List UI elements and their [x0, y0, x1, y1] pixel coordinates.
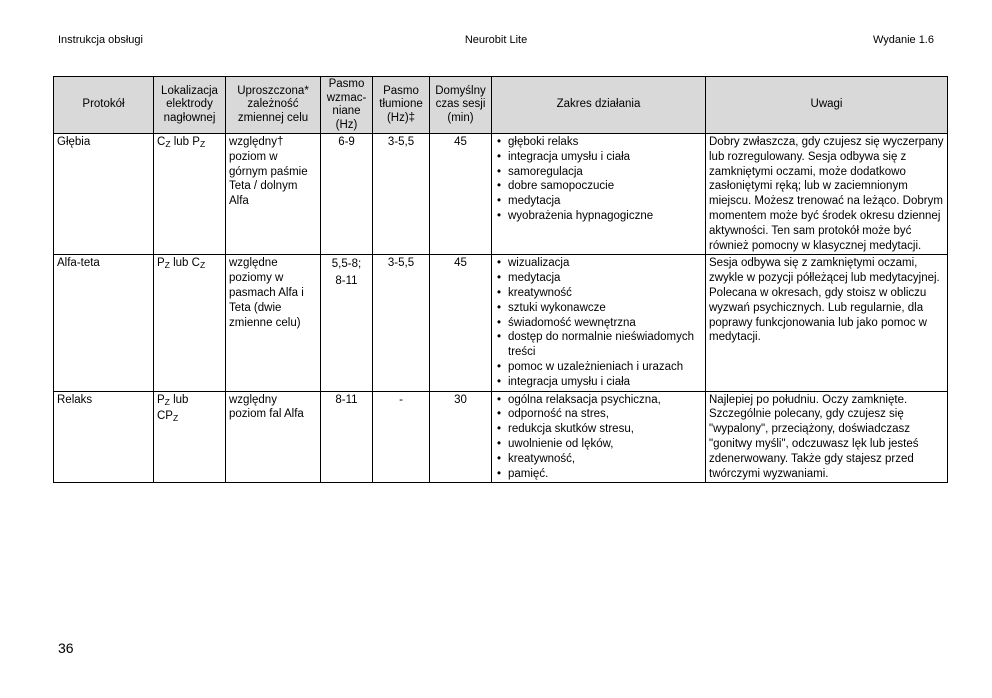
list-item: • dobre samopoczucie	[495, 179, 702, 194]
effects-list	[495, 393, 702, 482]
list-item: • integracja umysłu i ciała	[495, 375, 702, 390]
effects-list	[495, 256, 702, 389]
protocol-notes: Najlepiej po południu. Oczy zamknięte. Szczególnie polecany, gdy czujesz się "wypalony", przeciążony, doświadczasz "gonitwy myśli", odczuwasz lęk lub jesteś zdenerwowany. Także gdy stajesz przed twórczymi wyzwaniami.	[706, 391, 948, 483]
target-dependency: względny poziom fal Alfa	[226, 391, 321, 483]
protocol-name: Relaks	[54, 391, 154, 483]
protocol-name: Głębia	[54, 134, 154, 255]
electrode-location: $C_Z$ lub $P_Z$	[154, 134, 226, 255]
header-product-name: Neurobit Lite	[464, 34, 528, 46]
list-item: • uwolnienie od lęków,	[495, 437, 702, 452]
effects-range	[492, 134, 706, 255]
default-session-time: 45	[430, 134, 492, 255]
list-item: • pamięć.	[495, 467, 702, 482]
col-header-notes: Uwagi	[706, 77, 948, 134]
gain-band: 8-11	[321, 391, 373, 483]
list-item: • pomoc w uzależnieniach i urazach	[495, 360, 702, 375]
effects-range	[492, 255, 706, 391]
default-session-time: 45	[430, 255, 492, 391]
col-header-location: Lokalizacja elektrody nagłownej	[154, 77, 226, 134]
list-item: • integracja umysłu i ciała	[495, 150, 702, 165]
gain-band: 6-9	[321, 134, 373, 255]
list-item: • kreatywność,	[495, 452, 702, 467]
suppressed-band: 3-5,5	[373, 134, 430, 255]
protocol-notes: Sesja odbywa się z zamkniętymi oczami, zwykle w pozycji półleżącej lub medytacyjnej. Polecana w okresach, gdy stoisz w obliczu wyzwań psychicznych. Lub regularnie, dla poprawy funkcjonowania lub jako pomoc w medytacji.	[706, 255, 948, 391]
list-item: • medytacja	[495, 194, 702, 209]
suppressed-band: -	[373, 391, 430, 483]
list-item: • ogólna relaksacja psychiczna,	[495, 393, 702, 408]
list-item: • świadomość wewnętrzna	[495, 316, 702, 331]
table-header-row	[54, 77, 948, 134]
header-doc-title: Instrukcja obsługi	[58, 34, 143, 46]
list-item: • sztuki wykonawcze	[495, 301, 702, 316]
page-number: 36	[58, 640, 74, 656]
list-item: • samoregulacja	[495, 165, 702, 180]
table-row	[54, 391, 948, 483]
list-item: • medytacja	[495, 271, 702, 286]
default-session-time: 30	[430, 391, 492, 483]
list-item: • głęboki relaks	[495, 135, 702, 150]
table-row	[54, 134, 948, 255]
target-dependency: względne poziomy w pasmach Alfa i Teta (dwie zmienne celu)	[226, 255, 321, 391]
list-item: • dostęp do normalnie nieświadomych treści	[495, 330, 702, 360]
list-item: • odporność na stres,	[495, 407, 702, 422]
target-dependency: względny† poziom w górnym paśmie Teta / dolnym Alfa	[226, 134, 321, 255]
protocol-notes: Dobry zwłaszcza, gdy czujesz się wyczerpany lub rozregulowany. Sesja odbywa się z zamkniętymi oczami, może dodatkowo zasłoniętymi ręką; lub w zaciemnionym miejscu. Możesz trenować na leżąco. Dobrym momentem może być środek okresu dziennej aktywności. Ten sam protokół może być również pomocny w klasycznej medytacji.	[706, 134, 948, 255]
col-header-protocol: Protokół	[54, 77, 154, 134]
list-item: • wizualizacja	[495, 256, 702, 271]
col-header-suppressed-band: Pasmo tłumione (Hz)‡	[373, 77, 430, 134]
col-header-dependency: Uproszczona* zależność zmiennej celu	[226, 77, 321, 134]
gain-band: 5,5-8; 8-11	[321, 255, 373, 391]
list-item: • wyobrażenia hypnagogiczne	[495, 209, 702, 224]
table-row	[54, 255, 948, 391]
electrode-location: $P_Z$ lub $CP_Z$	[154, 391, 226, 483]
col-header-gain-band: Pasmo wzmac- niane (Hz)	[321, 77, 373, 134]
protocols-table	[53, 76, 948, 483]
list-item: • redukcja skutków stresu,	[495, 422, 702, 437]
electrode-location: $P_Z$ lub $C_Z$	[154, 255, 226, 391]
header-edition: Wydanie 1.6	[872, 34, 934, 46]
protocol-name: Alfa-teta	[54, 255, 154, 391]
list-item: • kreatywność	[495, 286, 702, 301]
col-header-default-time: Domyślny czas sesji (min)	[430, 77, 492, 134]
suppressed-band: 3-5,5	[373, 255, 430, 391]
col-header-range: Zakres działania	[492, 77, 706, 134]
effects-range	[492, 391, 706, 483]
effects-list	[495, 135, 702, 224]
